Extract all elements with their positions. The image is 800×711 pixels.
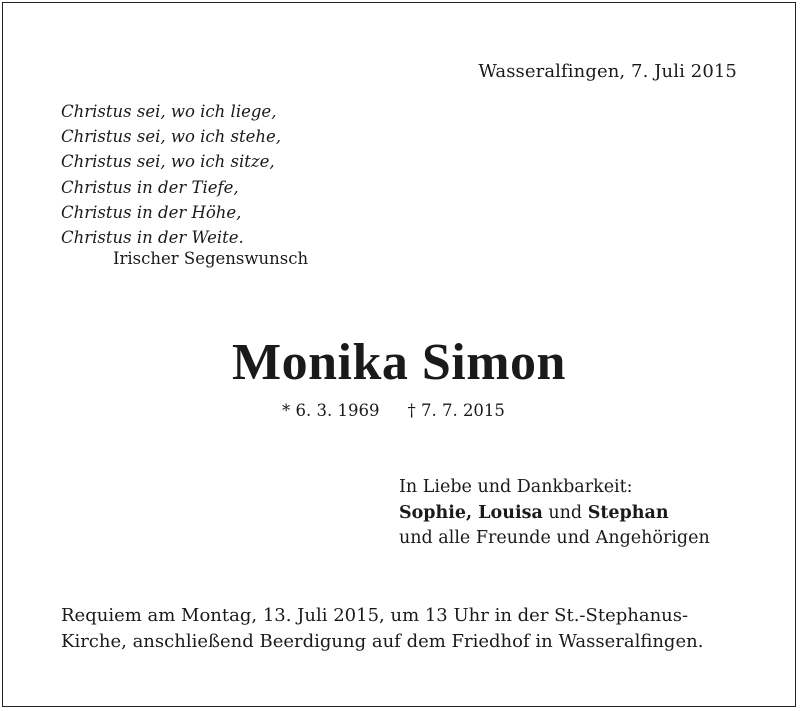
poem [61, 99, 281, 250]
mourners [399, 475, 710, 552]
mourners-others: und alle Freunde und Angehörigen [399, 528, 710, 548]
deceased-name: Monika Simon [232, 334, 566, 391]
requiem-info [61, 603, 703, 655]
birth-date: * 6. 3. 1969 [282, 401, 380, 420]
poem-line: Christus in der Höhe, [61, 202, 242, 222]
mourners-connector: und [548, 502, 583, 523]
requiem-line: Kirche, anschließend Beerdigung auf dem Friedhof in Wasseralfingen. [61, 631, 704, 652]
mourners-intro: In Liebe und Dankbarkeit: [399, 477, 633, 497]
poem-source: Irischer Segenswunsch [113, 249, 309, 268]
life-dates [282, 401, 505, 420]
poem-line: Christus in der Tiefe, [61, 177, 239, 197]
obituary-notice [2, 2, 796, 707]
poem-line: Christus in der Weite. [61, 228, 244, 248]
mourners-family [399, 501, 710, 527]
poem-line: Christus sei, wo ich liege, [61, 102, 277, 121]
poem-line: Christus sei, wo ich stehe, [61, 127, 282, 147]
poem-line: Christus sei, wo ich sitze, [61, 152, 275, 172]
death-date: † 7. 7. 2015 [407, 401, 505, 420]
requiem-line: Requiem am Montag, 13. Juli 2015, um 13 Uhr in der St.-Stephanus- [61, 605, 689, 626]
mourners-name-1: Sophie, Louisa [399, 502, 543, 523]
place-date: Wasseralfingen, 7. Juli 2015 [478, 61, 737, 82]
mourners-name-2: Stephan [587, 502, 669, 523]
